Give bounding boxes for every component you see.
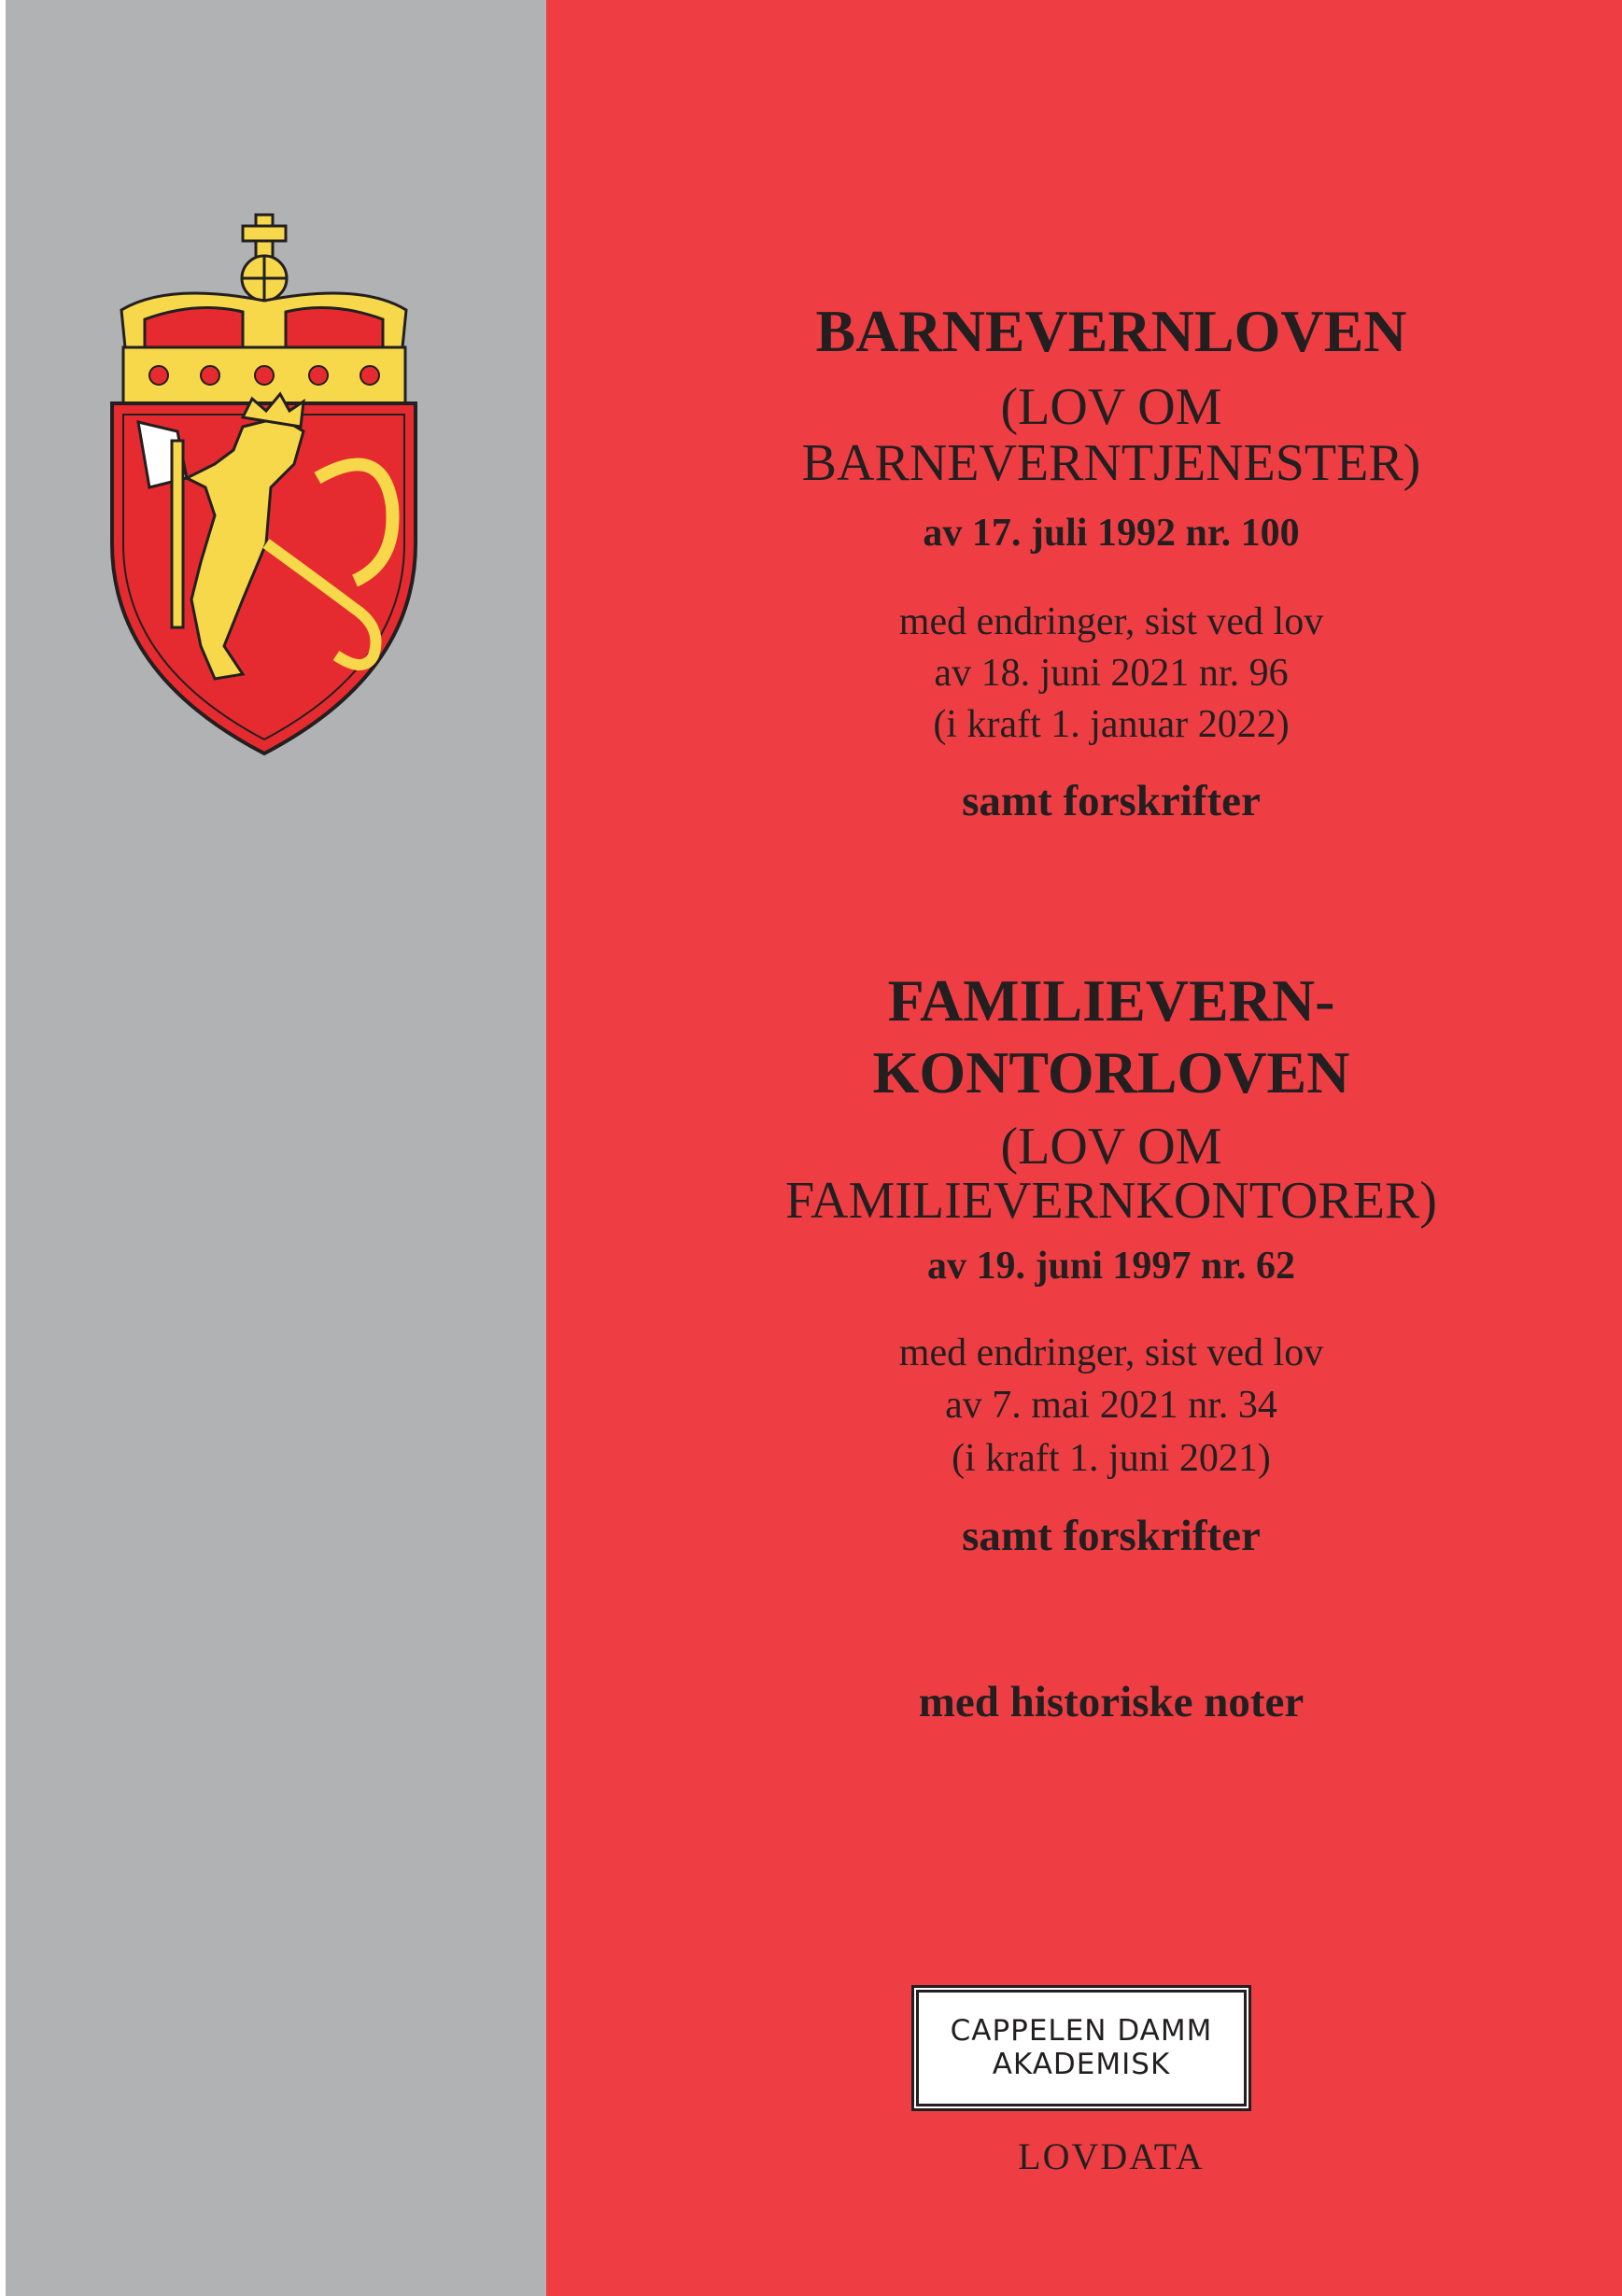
law2-amend-line1: med endringer, sist ved lov <box>898 1331 1324 1374</box>
norwegian-coat-of-arms-icon <box>103 207 425 758</box>
law1-amend-line1: med endringer, sist ved lov <box>898 600 1324 643</box>
law1-date: av 17. juli 1992 nr. 100 <box>923 512 1300 555</box>
law2-title-line2: KONTORLOVEN <box>872 1039 1350 1106</box>
law1-amend-line3: (i kraft 1. januar 2022) <box>933 703 1290 746</box>
law1-title: BARNEVERNLOVEN <box>815 298 1407 364</box>
lovdata-label: LOVDATA <box>1018 2135 1205 2177</box>
law2-extra: samt forskrifter <box>962 1512 1261 1560</box>
law2-date: av 19. juni 1997 nr. 62 <box>926 1245 1296 1288</box>
law1-subtitle-line2: BARNEVERNTJENESTER) <box>801 434 1421 492</box>
law2-amend-line3: (i kraft 1. juni 2021) <box>952 1437 1271 1480</box>
law1-extra: samt forskrifter <box>962 777 1261 825</box>
law1-amend-line2: av 18. juni 2021 nr. 96 <box>934 652 1289 695</box>
historical-notes-label: med historiske noter <box>918 1678 1305 1726</box>
law2-subtitle-line2: FAMILIEVERNKONTORER) <box>785 1172 1437 1230</box>
law2-amend-line2: av 7. mai 2021 nr. 34 <box>945 1384 1277 1427</box>
publisher-line2: AKADEMISK <box>992 2047 1171 2081</box>
publisher-line1: CAPPELEN DAMM <box>950 2013 1213 2048</box>
publisher-logo-box <box>916 1990 1247 2106</box>
law1-subtitle-line1: (LOV OM <box>1000 378 1222 436</box>
law2-subtitle-line1: (LOV OM <box>1000 1118 1222 1176</box>
law2-title-line1: FAMILIEVERN- <box>887 967 1335 1034</box>
